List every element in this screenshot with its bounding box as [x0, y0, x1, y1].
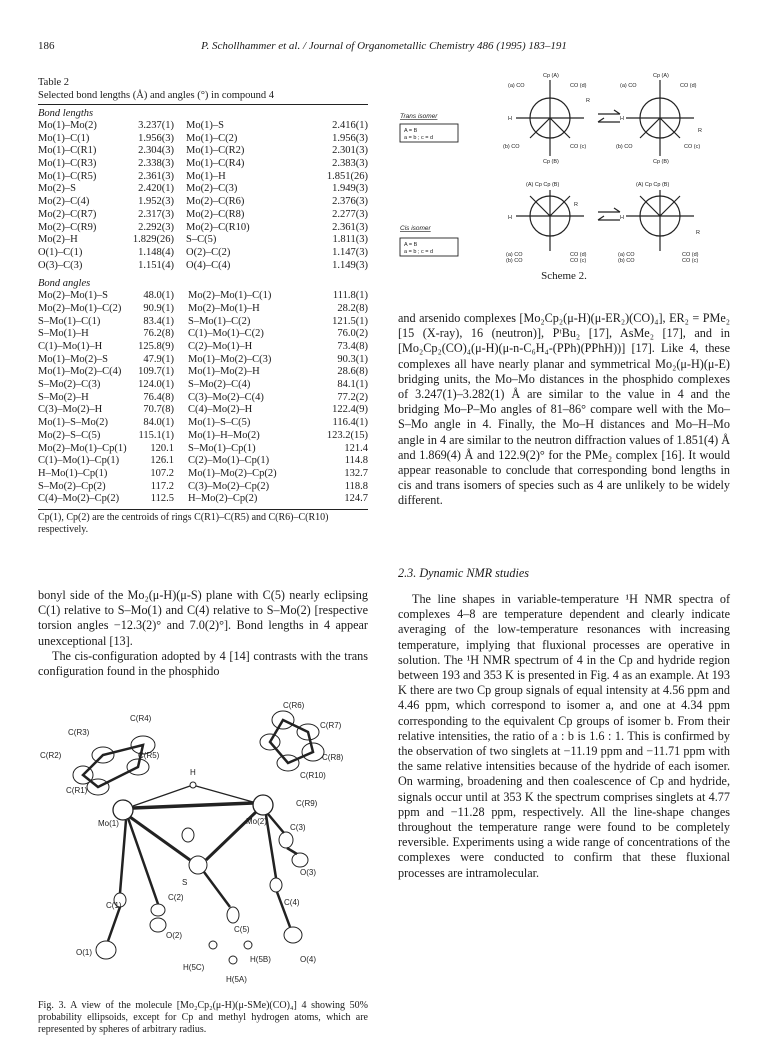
label-c-r1: C(R1): [66, 786, 88, 795]
table-cell: S–Mo(2)–C(3): [38, 379, 101, 391]
table-cell: 2.317(3): [138, 208, 174, 220]
table-subtitle: Selected bond lengths (Å) and angles (°) in compound 4: [38, 90, 275, 101]
molecule-drawing: [38, 700, 368, 1000]
trans-left-cp-b: Cp (B): [543, 159, 559, 165]
bond-angle-row: [38, 366, 368, 379]
trans-left-h: H: [508, 116, 512, 122]
label-h: H: [190, 768, 196, 777]
table-cell: Mo(2)–C(R8): [186, 208, 245, 220]
trans-isomer-label: Trans isomer: [400, 113, 438, 120]
table-cell: 114.8: [344, 455, 368, 467]
running-header: [38, 40, 730, 56]
table-cell: C(1)–Mo(1)–H: [38, 341, 103, 352]
table-cell: Mo(1)–Mo(2)–H: [188, 366, 260, 378]
table-cell: 1.147(3): [332, 246, 368, 258]
label-h5b: H(5B): [250, 955, 271, 964]
table-cell: 3.237(1): [138, 120, 174, 131]
trans-right-co-a: (a) CO: [620, 83, 637, 89]
table-cell: Mo(1)–C(R5): [38, 170, 97, 182]
bond-length-row: [38, 145, 368, 158]
table-cell: 123.2(15): [326, 429, 368, 441]
table-cell: Mo(1)–C(R2): [186, 145, 245, 157]
cis-box-line2: a = b ; c = d: [404, 249, 434, 255]
table-cell: Mo(1)–Mo(2)–C(3): [188, 353, 272, 365]
table-cell: 124.7: [344, 493, 368, 505]
label-c-r9: C(R9): [296, 799, 318, 808]
table-cell: 117.2: [150, 480, 174, 492]
table-cell: H–Mo(1)–Cp(1): [38, 467, 108, 479]
label-c5: C(5): [234, 925, 250, 934]
trans-left-co-c: CO (c): [570, 144, 587, 150]
table-cell: S–Mo(1)–C(1): [38, 315, 101, 327]
bond-angle-row: [38, 316, 368, 329]
label-c-r3: C(R3): [68, 728, 90, 737]
table-cell: 120.1: [150, 442, 174, 454]
table-cell: Mo(2)–C(3): [186, 183, 238, 195]
table-cell: O(2)–C(2): [186, 246, 231, 258]
table-cell: 28.2(8): [337, 302, 368, 314]
table-cell: 112.5: [150, 493, 174, 505]
bond-length-row: [38, 247, 368, 260]
table-cell: 28.6(8): [337, 366, 368, 378]
table-2: [38, 76, 368, 536]
table-cell: 76.0(2): [337, 328, 368, 340]
table-cell: Mo(2)–C(R10): [186, 221, 250, 233]
label-h5c: H(5C): [183, 963, 205, 972]
trans-left-co-a: (a) CO: [508, 83, 525, 89]
cis-left-co-b: (b) CO: [506, 258, 523, 264]
cis-right-top: (A) Cp Cp (B): [636, 182, 670, 188]
table-cell: Mo(2)–Mo(1)–C(2): [38, 302, 122, 314]
table-cell: 2.376(3): [332, 196, 368, 208]
table-cell: 1.952(3): [138, 196, 174, 208]
table-cell: Mo(2)–C(R7): [38, 208, 97, 220]
label-c-r5: C(R5): [138, 751, 160, 760]
table-cell: C(3)–Mo(2)–Cp(2): [188, 480, 270, 492]
table-cell: 121.4: [344, 442, 368, 454]
right-paragraph-1: and arsenido complexes [Mo₂Cp₂(μ-H)(μ-ER₂)(CO)₄], ER₂ = PMe₂ [15 (X-ray), 16 (neutron)], PᵗBu₂ [17], AsMe₂ [17], and in [Mo₂Cp₂(CO)₄(μ-H)(μ-n-C₆H₄-(PPh)(PPhH))] [17]. Like 4, these complexes all have nearly planar and symmetrical Mo₂(μ-H)(μ-E) bridging units, the Mo–Mo distances in the phosphido complexes of 3.247(1)–3.282(1) Å are similar to the value in 4 and the bridging Mo–P–Mo angles of 81–86° compare well with the Mo–S–Mo angle in 4. Finally, the Mo–H distances and Mo–H–Mo angle in 4 are similar to the neutron diffraction values of 1.851(4) Å and 1.869(4) Å and 122.9(2)° for the PMe₂ complex [16]. It would appear reasonable to conclude that corresponding bond lengths in cis and trans isomers of species such as 4 are unlikely to be widely different.: [398, 311, 730, 508]
table-footnote: Cp(1), Cp(2) are the centroids of rings C(R1)–C(R5) and C(R6)–C(R10) respectively.: [38, 511, 329, 535]
table-top-rule: [38, 104, 368, 105]
table-cell: 2.277(3): [332, 208, 368, 220]
cis-right-co-a: (a) CO: [618, 252, 635, 258]
trans-left-cp-a: Cp (A): [543, 73, 559, 79]
table-cell: 1.149(3): [332, 259, 368, 271]
table-cell: O(1)–C(1): [38, 246, 83, 258]
scheme-2: [398, 66, 730, 276]
left-column-text: [38, 588, 368, 679]
bond-length-row: [38, 183, 368, 196]
table-cell: 48.0(1): [143, 290, 174, 302]
table-cell: Mo(2)–C(R9): [38, 221, 97, 233]
label-o1: O(1): [76, 948, 92, 957]
bond-angles-rows: [38, 290, 368, 506]
bond-length-row: [38, 196, 368, 209]
left-paragraph-1: bonyl side of the Mo₂(μ-H)(μ-S) plane with C(5) nearly eclipsing C(1) relative to S–Mo(1) and C(4) relative to S–Mo(2) [respective torsion angles −12.3(2)° and 7.0(2)°]. Bond lengths in 4 appear unexceptional [13].: [38, 588, 368, 648]
table-cell: Mo(1)–C(2): [186, 132, 238, 144]
table-cell: 90.3(1): [337, 353, 368, 365]
table-cell: Mo(1)–S–C(5): [188, 417, 251, 429]
table-cell: S–Mo(1)–H: [38, 328, 89, 340]
table-cell: 115.1(1): [138, 429, 174, 441]
table-cell: 1.811(3): [332, 234, 368, 246]
cis-isomer-label: Cis isomer: [400, 225, 431, 232]
table-cell: 2.416(1): [332, 120, 368, 131]
table-cell: 2.420(1): [138, 183, 174, 195]
label-h5a: H(5A): [226, 975, 247, 984]
label-o4: O(4): [300, 955, 316, 964]
bond-length-row: [38, 260, 368, 273]
table-cell: C(3)–Mo(2)–H: [38, 404, 103, 416]
left-paragraph-2: The cis-configuration adopted by 4 [14] contrasts with the trans configuration found in the phosphido: [38, 648, 368, 679]
trans-right-co-d: CO (d): [680, 83, 697, 89]
label-mo2: Mo(2): [246, 817, 267, 826]
cis-right-h: H: [620, 215, 624, 221]
table-cell: 1.829(26): [132, 234, 174, 246]
table-cell: O(3)–C(3): [38, 259, 83, 271]
table-cell: S–Mo(1)–Cp(1): [188, 442, 256, 454]
label-c-r7: C(R7): [320, 721, 342, 730]
table-cell: 2.338(3): [138, 158, 174, 170]
scheme-drawing: [398, 66, 730, 276]
label-c-r4: C(R4): [130, 714, 152, 723]
table-cell: 1.956(3): [332, 132, 368, 144]
bond-angle-row: [38, 468, 368, 481]
table-cell: C(1)–Mo(1)–C(2): [188, 328, 264, 340]
table-cell: Mo(2)–H: [38, 234, 78, 246]
bond-lengths-heading: Bond lengths: [38, 108, 94, 119]
table-cell: Mo(1)–Mo(2): [38, 120, 97, 131]
bond-length-row: [38, 158, 368, 171]
table-cell: 118.8: [344, 480, 368, 492]
table-cell: H–Mo(2)–Cp(2): [188, 493, 258, 505]
table-cell: 70.7(8): [143, 404, 174, 416]
table-cell: 77.2(2): [337, 391, 368, 403]
table-cell: Mo(2)–S: [38, 183, 76, 195]
trans-box-line1: A = B: [404, 128, 418, 134]
table-cell: S–Mo(2)–H: [38, 391, 89, 403]
cis-right-r: R: [696, 230, 700, 236]
cis-box-line1: A = B: [404, 242, 418, 248]
table-cell: 1.949(3): [332, 183, 368, 195]
table-cell: Mo(1)–S–Mo(2): [38, 417, 108, 429]
bond-angle-row: [38, 392, 368, 405]
trans-left-co-d: CO (d): [570, 83, 587, 89]
table-cell: Mo(2)–S–C(5): [38, 429, 101, 441]
table-cell: C(4)–Mo(2)–Cp(2): [38, 493, 120, 505]
table-cell: 2.383(3): [332, 158, 368, 170]
cis-right-co-c: CO (c): [682, 258, 699, 264]
table-cell: 2.361(3): [138, 170, 174, 182]
trans-left-co-b: (b) CO: [503, 144, 520, 150]
table-bottom-rule: [38, 509, 368, 510]
cis-right-co-d: CO (d): [682, 252, 699, 258]
bond-angle-row: [38, 404, 368, 417]
table-title: Table 2: [38, 77, 70, 88]
table-cell: 109.7(1): [138, 366, 174, 378]
bond-length-row: [38, 120, 368, 133]
cis-left-co-a: (a) CO: [506, 252, 523, 258]
label-c4: C(4): [284, 898, 300, 907]
table-cell: 116.4(1): [332, 417, 368, 429]
cis-left-h: H: [508, 215, 512, 221]
table-cell: 2.301(3): [332, 145, 368, 157]
table-cell: 124.0(1): [138, 379, 174, 391]
table-cell: Mo(2)–Mo(1)–H: [188, 302, 260, 314]
trans-box-line2: a = b ; c = d: [404, 135, 434, 141]
label-c-r6: C(R6): [283, 701, 305, 710]
bond-angle-row: [38, 481, 368, 494]
table-cell: C(2)–Mo(1)–H: [188, 341, 253, 352]
table-cell: Mo(2)–C(R6): [186, 196, 245, 208]
table-cell: Mo(1)–C(1): [38, 132, 90, 144]
table-cell: 121.5(1): [332, 315, 368, 327]
table-cell: 1.148(4): [138, 246, 174, 258]
table-cell: Mo(1)–H–Mo(2): [188, 429, 260, 441]
table-cell: 76.2(8): [143, 328, 174, 340]
scheme-2-caption: Scheme 2.: [541, 270, 587, 282]
label-c2: C(2): [168, 893, 184, 902]
table-cell: Mo(1)–C(R1): [38, 145, 97, 157]
bond-angle-row: [38, 455, 368, 468]
bond-length-row: [38, 133, 368, 146]
right-paragraph-2: The line shapes in variable-temperature ¹H NMR spectra of complexes 4–8 are temperature dependent and clearly indicate averaging of the low-temperature resonances with increasing temperature, implying that fluxional processes are operative in solution. The ¹H NMR spectrum of 4 in the Cp and hydride region between 193 and 353 K is presented in Fig. 4 as an example. At 193 K there are two Cp group signals of equal intensity at 4.56 ppm and 4.46 ppm, which correspond to isomer a, and one at 4.34 ppm corresponding to the equivalent Cp groups of isomer b. From their relative intensities, the ratio of a : b is 1.6 : 1. This is confirmed by the observation of two singlets at −11.19 ppm and −11.71 ppm with the same relative intensities because of the hydride of each isomer. On warming, broadening and then coalescence of Cp and hydride, signals occur until at 353 K the spectrum comprises singlets at 4.77 ppm and −11.28 ppm, respectively. All the line-shape changes throughout the temperature range were found to be completely reversible. Experiments using a wide range of concentrations of the complexes were conducted to confirm that these fluxional processes are intramolecular.: [398, 592, 730, 880]
table-cell: 126.1: [150, 455, 174, 467]
table-cell: 83.4(1): [143, 315, 174, 327]
table-cell: Mo(1)–C(R4): [186, 158, 245, 170]
table-cell: 1.851(26): [326, 170, 368, 182]
table-cell: S–Mo(2)–Cp(2): [38, 480, 106, 492]
page-number: 186: [38, 40, 55, 52]
label-c3: C(3): [290, 823, 306, 832]
bond-lengths-rows: [38, 120, 368, 272]
table-cell: 2.361(3): [332, 221, 368, 233]
table-cell: Mo(2)–Mo(1)–Cp(1): [38, 442, 127, 454]
trans-right-r: R: [698, 128, 702, 134]
table-cell: Mo(1)–Mo(2)–S: [38, 353, 108, 365]
cis-left-co-d: CO (d): [570, 252, 587, 258]
cis-left-r: R: [574, 202, 578, 208]
bond-angle-row: [38, 303, 368, 316]
label-s: S: [182, 878, 188, 887]
table-cell: Mo(2)–Mo(1)–S: [38, 290, 108, 302]
table-cell: 84.1(1): [337, 379, 368, 391]
table-cell: Mo(1)–H: [186, 170, 226, 182]
table-cell: 90.9(1): [143, 302, 174, 314]
bond-angle-row: [38, 290, 368, 303]
label-o2: O(2): [166, 931, 182, 940]
table-cell: Mo(2)–Mo(1)–C(1): [188, 290, 272, 302]
table-cell: Mo(1)–Mo(2)–Cp(2): [188, 467, 277, 479]
bond-length-row: [38, 222, 368, 235]
table-cell: Mo(2)–C(4): [38, 196, 90, 208]
bond-angles-heading: Bond angles: [38, 278, 91, 290]
table-cell: Mo(1)–Mo(2)–C(4): [38, 366, 122, 378]
table-cell: 1.956(3): [138, 132, 174, 144]
table-cell: C(2)–Mo(1)–Cp(1): [188, 455, 270, 467]
table-cell: S–Mo(2)–C(4): [188, 379, 251, 391]
table-cell: 111.8(1): [332, 290, 368, 302]
table-cell: 132.7: [344, 467, 368, 479]
table-cell: 84.0(1): [143, 417, 174, 429]
bond-angle-row: [38, 493, 368, 506]
bond-angle-row: [38, 430, 368, 443]
trans-right-co-b: (b) CO: [616, 144, 633, 150]
cis-left-co-c: CO (c): [570, 258, 587, 264]
table-cell: 107.2: [150, 467, 174, 479]
table-cell: 76.4(8): [143, 391, 174, 403]
trans-right-co-c: CO (c): [684, 144, 701, 150]
table-cell: C(1)–Mo(1)–Cp(1): [38, 455, 120, 467]
table-cell: 73.4(8): [337, 341, 368, 352]
bond-length-row: [38, 234, 368, 247]
table-cell: 122.4(9): [332, 404, 368, 416]
section-heading-2-3: 2.3. Dynamic NMR studies: [398, 566, 529, 580]
table-cell: 125.8(9): [138, 341, 174, 352]
bond-length-row: [38, 209, 368, 222]
table-cell: S–C(5): [186, 234, 217, 246]
table-cell: 2.304(3): [138, 145, 174, 157]
journal-citation: P. Schollhammer et al. / Journal of Organometallic Chemistry 486 (1995) 183–191: [201, 40, 567, 52]
table-cell: Mo(1)–C(R3): [38, 158, 97, 170]
table-cell: O(4)–C(4): [186, 259, 231, 271]
cis-right-co-b: (b) CO: [618, 258, 635, 264]
table-cell: C(3)–Mo(2)–C(4): [188, 391, 264, 403]
trans-right-h: H: [620, 116, 624, 122]
label-c-r2: C(R2): [40, 751, 62, 760]
table-cell: Mo(1)–S: [186, 120, 224, 131]
bond-angle-row: [38, 379, 368, 392]
label-o3: O(3): [300, 868, 316, 877]
bond-angle-row: [38, 328, 368, 341]
cis-left-top: (A) Cp Cp (B): [526, 182, 560, 188]
figure-3: [38, 700, 368, 1000]
figure-3-caption: Fig. 3. A view of the molecule [Mo₂Cp₂(μ-H)(μ-SMe)(CO)₄] 4 showing 50% probability ellipsoids, except for Cp and methyl hydrogen atoms, which are represented by spheres of arbitrary radius.: [38, 1000, 368, 1035]
trans-left-r: R: [586, 98, 590, 104]
trans-right-cp-b: Cp (B): [653, 159, 669, 165]
table-cell: C(4)–Mo(2)–H: [188, 404, 253, 416]
bond-angle-row: [38, 341, 368, 354]
table-cell: S–Mo(1)–C(2): [188, 315, 251, 327]
trans-right-cp-a: Cp (A): [653, 73, 669, 79]
bond-angle-row: [38, 443, 368, 456]
bond-angle-row: [38, 417, 368, 430]
bond-length-row: [38, 171, 368, 184]
table-cell: 2.292(3): [138, 221, 174, 233]
table-cell: 1.151(4): [138, 259, 174, 271]
label-c-r10: C(R10): [300, 771, 326, 780]
table-cell: 47.9(1): [143, 353, 174, 365]
bond-angle-row: [38, 354, 368, 367]
label-mo1: Mo(1): [98, 819, 119, 828]
label-c-r8: C(R8): [322, 753, 344, 762]
label-c1: C(1): [106, 901, 122, 910]
